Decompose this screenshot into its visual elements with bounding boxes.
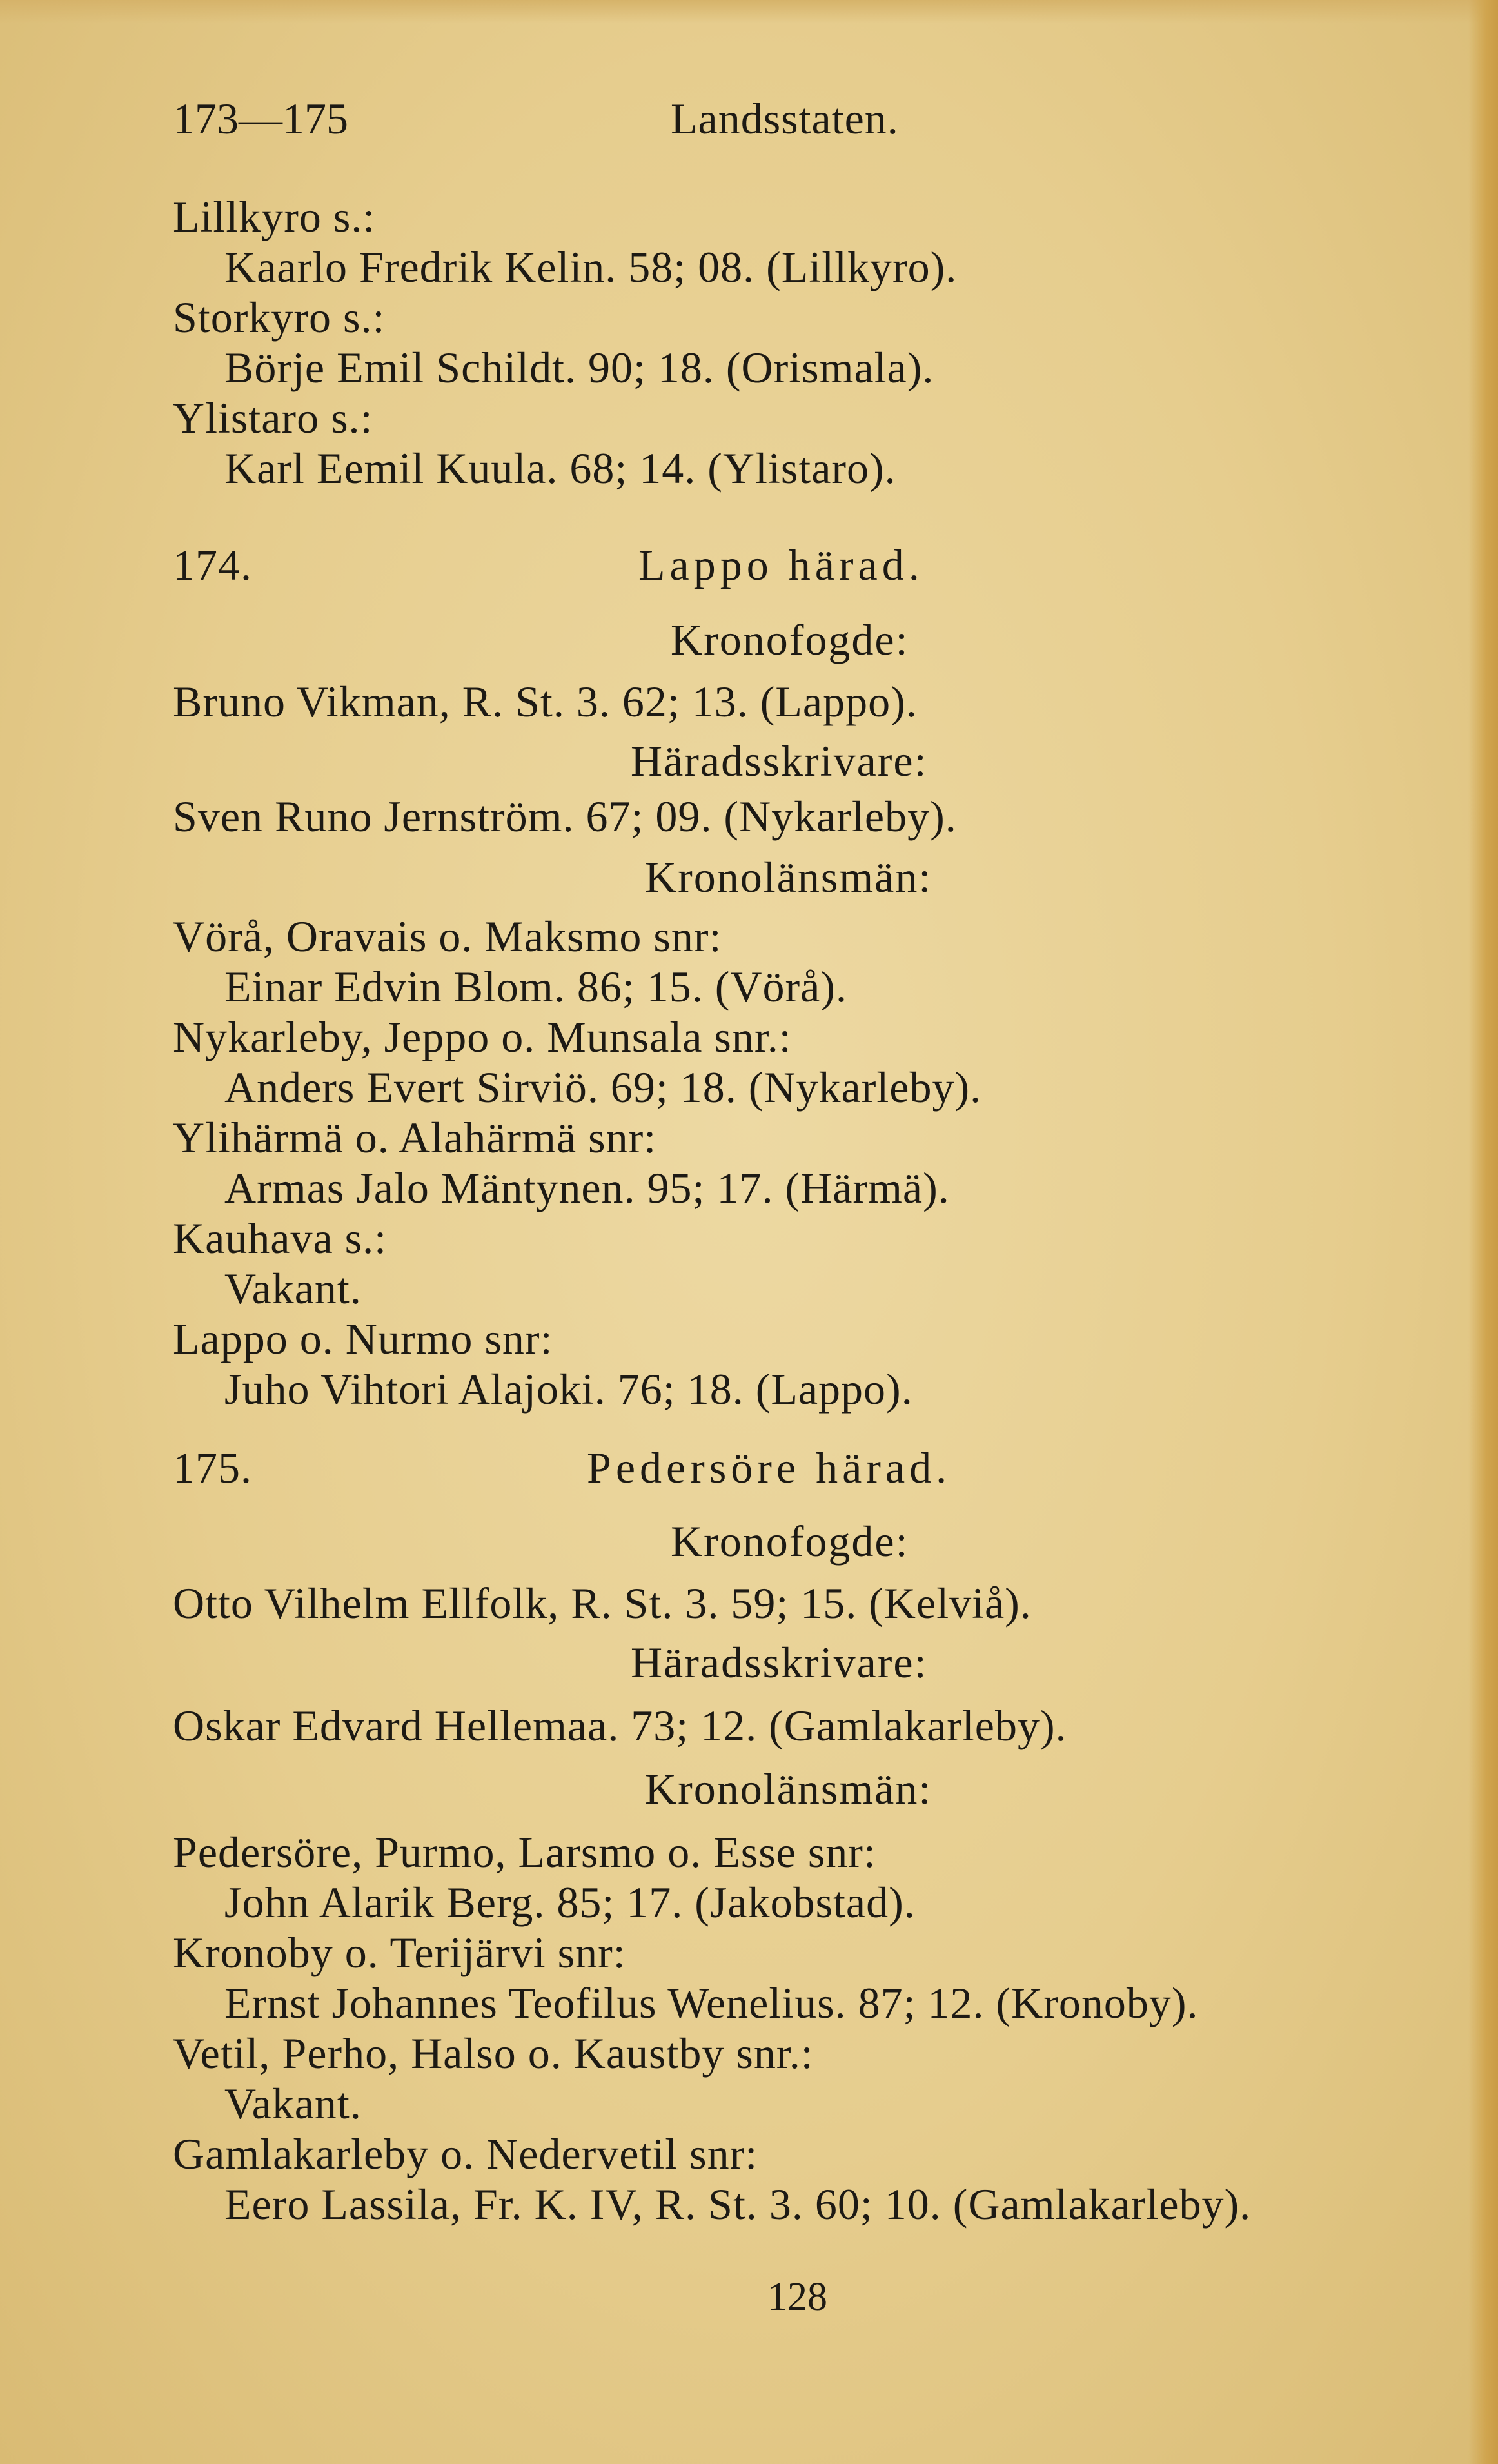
official-line: Karl Eemil Kuula. 68; 14. (Ylistaro). (224, 444, 896, 493)
official-line: Einar Edvin Blom. 86; 15. (Vörå). (224, 962, 847, 1011)
official-line: Armas Jalo Mäntynen. 95; 17. (Härmä). (224, 1163, 950, 1212)
parish-line: Nykarleby, Jeppo o. Munsala snr.: (173, 1012, 792, 1061)
parish-line: Kronoby o. Terijärvi snr: (173, 1928, 626, 1977)
parish-line: Pedersöre, Purmo, Larsmo o. Esse snr: (173, 1828, 876, 1877)
kronolansman-heading: Kronolänsmän: (645, 853, 932, 902)
parish-line: Lappo o. Nurmo snr: (173, 1314, 553, 1363)
official-line: Börje Emil Schildt. 90; 18. (Orismala). (224, 343, 934, 392)
kronofogde-entry: Otto Vilhelm Ellfolk, R. St. 3. 59; 15. (Kelviå). (173, 1579, 1032, 1628)
official-line: Vakant. (224, 2079, 362, 2128)
haradsskrivare-entry: Sven Runo Jernström. 67; 09. (Nykarleby). (173, 792, 957, 841)
official-line: Eero Lassila, Fr. K. IV, R. St. 3. 60; 10. (Gamlakarleby). (224, 2180, 1252, 2229)
header-title: Landsstaten. (671, 94, 899, 143)
haradsskrivare-heading: Häradsskrivare: (631, 736, 928, 785)
kronofogde-heading: Kronofogde: (671, 615, 909, 664)
official-line: Ernst Johannes Teofilus Wenelius. 87; 12. (Kronoby). (224, 1978, 1199, 2027)
section-title: Pedersöre härad. (587, 1443, 952, 1492)
official-line: Kaarlo Fredrik Kelin. 58; 08. (Lillkyro). (224, 242, 958, 291)
official-line: Juho Vihtori Alajoki. 76; 18. (Lappo). (224, 1365, 913, 1414)
parish-line: Ylihärmä o. Alahärmä snr: (173, 1113, 657, 1162)
parish-line: Vörå, Oravais o. Maksmo snr: (173, 912, 722, 961)
section-number: 175. (173, 1443, 252, 1492)
page-number: 128 (767, 2275, 827, 2319)
page-edge-shading (1468, 0, 1498, 2464)
header-range: 173—175 (173, 94, 348, 143)
parish-line: Vetil, Perho, Halso o. Kaustby snr.: (173, 2029, 814, 2078)
parish-line: Lillkyro s.: (173, 192, 376, 241)
official-line: John Alarik Berg. 85; 17. (Jakobstad). (224, 1878, 916, 1927)
parish-line: Gamlakarleby o. Nedervetil snr: (173, 2129, 758, 2178)
parish-line: Storkyro s.: (173, 293, 386, 342)
kronofogde-heading: Kronofogde: (671, 1517, 909, 1566)
page-top-shading (0, 0, 1498, 23)
parish-line: Kauhava s.: (173, 1214, 388, 1263)
parish-line: Ylistaro s.: (173, 393, 373, 442)
kronofogde-entry: Bruno Vikman, R. St. 3. 62; 13. (Lappo). (173, 677, 918, 726)
haradsskrivare-heading: Häradsskrivare: (631, 1638, 928, 1687)
haradsskrivare-entry: Oskar Edvard Hellemaa. 73; 12. (Gamlakarleby). (173, 1701, 1067, 1750)
kronolansman-heading: Kronolänsmän: (645, 1764, 932, 1813)
section-number: 174. (173, 540, 252, 589)
official-line: Anders Evert Sirviö. 69; 18. (Nykarleby). (224, 1063, 982, 1112)
section-title: Lappo härad. (638, 540, 924, 589)
official-line: Vakant. (224, 1264, 362, 1313)
